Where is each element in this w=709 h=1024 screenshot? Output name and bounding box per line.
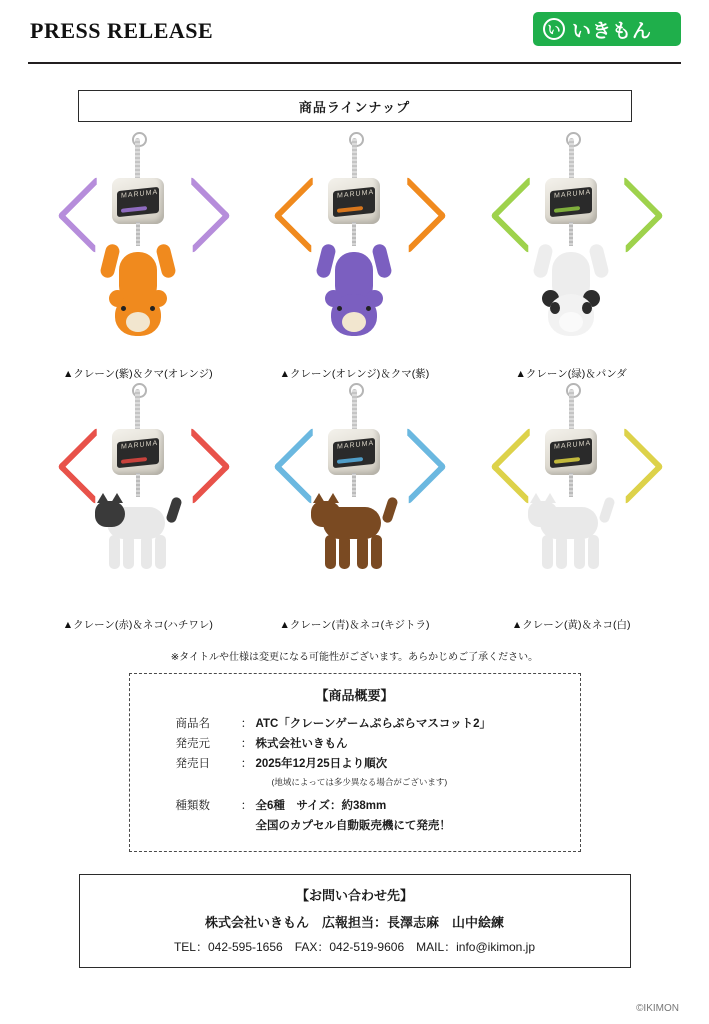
crane-screen [333, 187, 375, 217]
chain-graphic [569, 389, 574, 433]
mini-chain-graphic [569, 222, 573, 246]
product-caption: ▲クレーン(紫)＆クマ(オレンジ) [63, 368, 213, 380]
cat-figure [311, 495, 397, 595]
crane-screen-label: MARUMA [554, 188, 592, 200]
crane-screen [333, 438, 375, 468]
overview-extra-line: 全国のカプセル自動販売機にて発売！ [255, 820, 451, 833]
overview-kinds-label: 種類数 [175, 800, 210, 813]
mini-chain-graphic [136, 222, 140, 246]
product-caption: ▲クレーン(赤)＆ネコ(ハチワレ) [62, 619, 213, 631]
crane-body [328, 178, 380, 224]
overview-rows [176, 714, 580, 837]
product-grid [30, 136, 680, 632]
overview-row-label: 発売日 [175, 758, 210, 771]
cat-ear-left [313, 493, 325, 503]
chain-graphic [135, 138, 140, 182]
cat-leg [556, 535, 567, 569]
crane-body [328, 429, 380, 475]
product-overview-box [129, 673, 581, 852]
cat-head [528, 501, 558, 527]
bear-arm-left [99, 243, 121, 279]
panda-muzzle [559, 312, 583, 332]
crane-arm-right [153, 176, 231, 254]
crane-screen-label: MARUMA [120, 188, 158, 200]
mini-chain-graphic [352, 473, 356, 497]
product-image [471, 387, 671, 615]
overview-row [176, 796, 580, 816]
disclaimer-note: ※タイトルや仕様は変更になる可能性がございます。あらかじめご了承ください。 [170, 652, 539, 663]
cat-tail [165, 496, 183, 524]
product-caption: ▲クレーン(緑)＆パンダ [515, 368, 627, 380]
product-image [38, 387, 238, 615]
chain-graphic [352, 138, 357, 182]
overview-sub-note: (地域によっては多少異なる場合がございます) [271, 777, 448, 788]
chain-graphic [352, 389, 357, 433]
product-image [254, 387, 454, 615]
crane-screen [117, 438, 159, 468]
cat-leg [109, 535, 120, 569]
product-image [38, 136, 238, 364]
panda-arm-left [532, 243, 554, 279]
crane-screen-label: MARUMA [337, 439, 375, 451]
crane-screen [550, 438, 592, 468]
cat-leg [542, 535, 553, 569]
ikimon-logo [533, 12, 681, 46]
logo-circle-icon: い [543, 18, 565, 40]
contact-details-line: TEL：042-595-1656 FAX：042-519-9606 MAIL：info@ikimon.jp [173, 939, 536, 954]
crane-arm-right [586, 176, 664, 254]
cat-figure [95, 495, 181, 595]
cat-tail [598, 496, 616, 524]
cat-leg [123, 535, 134, 569]
overview-row-label: 発売元 [175, 738, 210, 751]
overview-kinds-value: 全6種 サイズ：約38mm [255, 800, 387, 813]
overview-title: 【商品概要】 [315, 688, 394, 703]
crane-arm-right [370, 176, 448, 254]
cat-ear-right [544, 493, 556, 503]
page-title: PRESS RELEASE [30, 18, 214, 43]
lineup-banner: 商品ラインナップ [78, 90, 632, 122]
cat-head [311, 501, 341, 527]
crane-screen-bar [121, 206, 147, 213]
crane-arm-right [153, 427, 231, 505]
cat-ear-right [327, 493, 339, 503]
panda-arm-right [588, 243, 610, 279]
page-header [28, 0, 681, 64]
overview-kinds-colon: ： [240, 800, 253, 813]
bear-figure [311, 244, 397, 344]
crane-screen-bar [121, 457, 147, 464]
product-item [30, 387, 247, 632]
cat-leg [588, 535, 599, 569]
crane-body [545, 178, 597, 224]
bear-arm-right [372, 243, 394, 279]
bear-eye-left [121, 306, 126, 311]
product-caption: ▲クレーン(オレンジ)＆クマ(紫) [279, 368, 430, 380]
mini-chain-graphic [136, 473, 140, 497]
crane-screen-bar [337, 457, 363, 464]
crane-arm-right [370, 427, 448, 505]
logo-label: いきもん [572, 20, 653, 42]
cat-head [95, 501, 125, 527]
crane-screen-bar [554, 206, 580, 213]
mini-chain-graphic [569, 473, 573, 497]
bear-eye-right [150, 306, 155, 311]
overview-row-value: ATC「クレーンゲームぷらぷらマスコット2」 [255, 718, 491, 730]
overview-row [176, 714, 580, 734]
crane-screen-label: MARUMA [554, 439, 592, 451]
crane-screen-bar [337, 206, 363, 213]
crane-arm-right [586, 427, 664, 505]
cat-leg [339, 535, 350, 569]
overview-row-value: 株式会社いきもん [255, 738, 348, 751]
bear-arm-left [316, 243, 338, 279]
product-caption: ▲クレーン(黄)＆ネコ(白) [511, 619, 631, 631]
product-item [463, 387, 680, 632]
chain-graphic [135, 389, 140, 433]
cat-leg [155, 535, 166, 569]
overview-row [176, 754, 580, 774]
overview-row-colon: ： [240, 718, 253, 730]
product-item [30, 136, 247, 381]
contact-box [79, 874, 631, 968]
contact-title: 【お問い合わせ先】 [295, 887, 413, 903]
product-item [246, 387, 463, 632]
crane-body [112, 429, 164, 475]
cat-ear-right [111, 493, 123, 503]
crane-body [112, 178, 164, 224]
chain-graphic [569, 138, 574, 182]
contact-company-line: 株式会社いきもん 広報担当：長澤志麻 山中絵練 [204, 914, 504, 930]
product-item [463, 136, 680, 381]
bear-figure [95, 244, 181, 344]
product-image [471, 136, 671, 364]
overview-row-value: 2025年12月25日より順次 [255, 758, 388, 771]
cat-leg [141, 535, 152, 569]
cat-leg [357, 535, 368, 569]
overview-row-label: 商品名 [175, 718, 210, 730]
overview-row [176, 734, 580, 754]
cat-figure [528, 495, 614, 595]
overview-row-colon: ： [240, 758, 253, 771]
crane-body [545, 429, 597, 475]
overview-row-colon: ： [240, 738, 253, 751]
panda-figure [528, 244, 614, 344]
crane-screen [550, 187, 592, 217]
copyright-footer: ©IKIMON [636, 1003, 679, 1014]
crane-screen-label: MARUMA [120, 439, 158, 451]
cat-leg [574, 535, 585, 569]
crane-screen [117, 187, 159, 217]
cat-tail [382, 496, 400, 524]
product-item [246, 136, 463, 381]
cat-leg [371, 535, 382, 569]
crane-screen-label: MARUMA [337, 188, 375, 200]
bear-muzzle [126, 312, 150, 332]
cat-ear-left [530, 493, 542, 503]
cat-ear-left [97, 493, 109, 503]
cat-leg [325, 535, 336, 569]
product-caption: ▲クレーン(青)＆ネコ(キジトラ) [279, 619, 430, 631]
mini-chain-graphic [352, 222, 356, 246]
product-image [254, 136, 454, 364]
bear-arm-right [155, 243, 177, 279]
crane-screen-bar [554, 457, 580, 464]
